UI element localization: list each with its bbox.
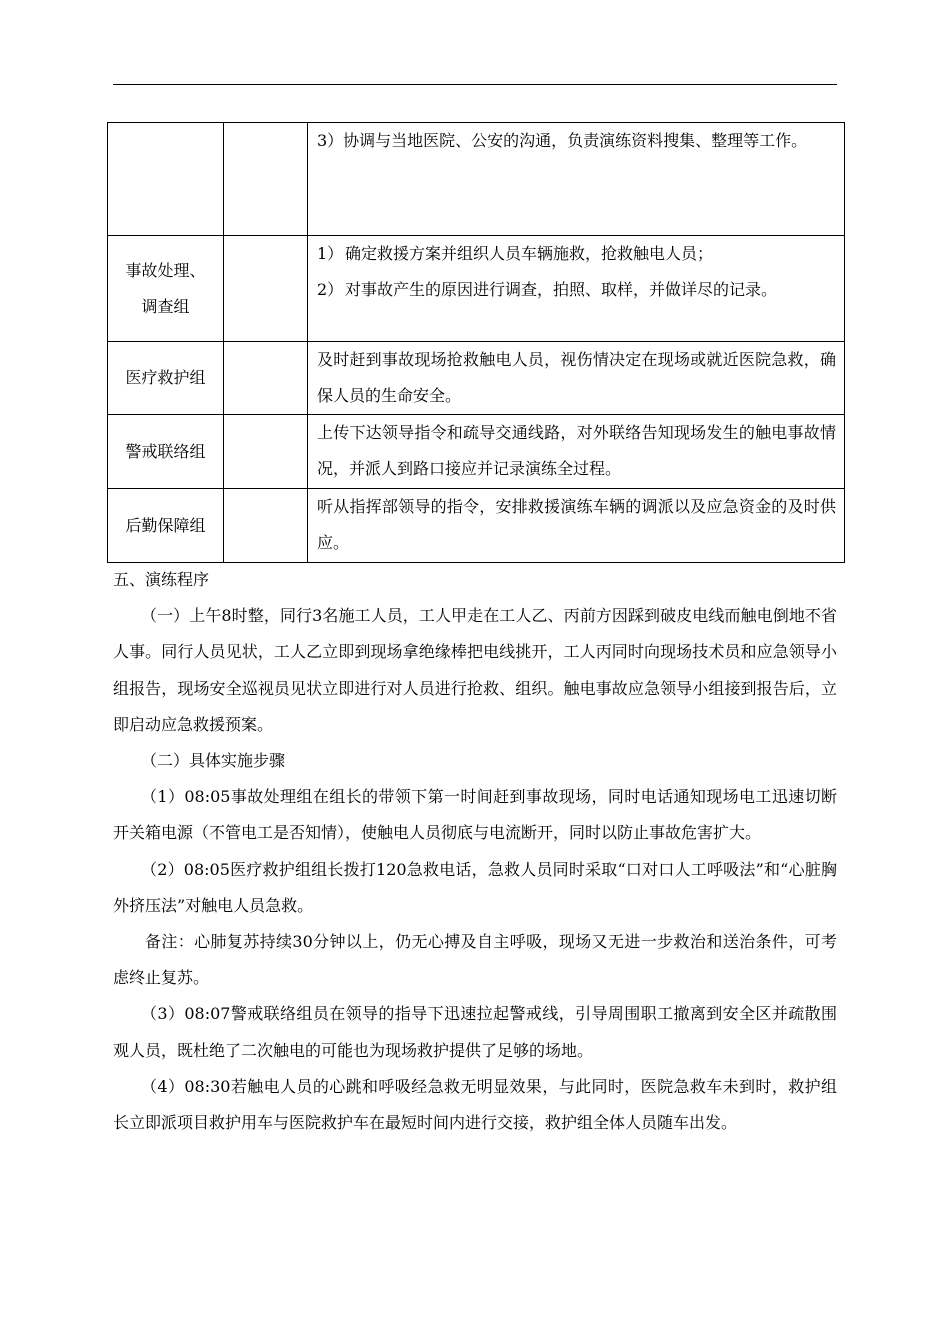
- paragraph: （二）具体实施步骤: [141, 751, 286, 771]
- table-row: [108, 123, 845, 236]
- paragraph: （2）08:05医疗救护组组长拨打120急救电话，急救人员同时采取“口对口人工呼吸法”和“心脏胸外挤压法”对触电人员急救。: [113, 859, 837, 915]
- group-name: 警戒联络组: [125, 441, 206, 461]
- paragraph: （4）08:30若触电人员的心跳和呼吸经急救无明显效果，与此同时，医院急救车未到时，救护组长立即派项目救护用车与医院救护车在最短时间内进行交接，救护组全体人员随车出发。: [113, 1076, 837, 1133]
- header-rule: [113, 84, 837, 85]
- blank-cell: [224, 123, 308, 236]
- group-name-line: 调查组: [141, 296, 190, 316]
- duty-item: [317, 236, 836, 272]
- duty-cell: [308, 236, 845, 342]
- duty-item-number: 2）: [317, 280, 344, 299]
- duty-cell: [308, 415, 845, 489]
- drill-roles-table: [107, 122, 845, 563]
- duty-text: 上传下达领导指令和疏导交通线路，对外联络告知现场发生的触电事故情况，并派人到路口接应并记录演练全过程。: [317, 423, 836, 478]
- group-cell: [108, 236, 224, 342]
- duty-item-text: 对事故产生的原因进行调查，拍照、取样，并做详尽的记录。: [345, 280, 778, 299]
- duty-cell: [308, 342, 845, 415]
- paragraph: （3）08:07警戒联络组员在领导的指导下迅速拉起警戒线，引导周围职工撤离到安全区并疏散围观人员，既杜绝了二次触电的可能也为现场救护提供了足够的场地。: [113, 1004, 837, 1060]
- duty-cell: [308, 123, 845, 236]
- group-name: 医疗救护组: [125, 368, 206, 387]
- group-cell: [108, 489, 224, 563]
- group-cell: [108, 415, 224, 489]
- section-heading: 五、演练程序: [113, 570, 210, 589]
- group-cell: [108, 123, 224, 236]
- blank-cell: [224, 342, 308, 415]
- duty-cell: [308, 489, 845, 563]
- duty-item-text: 确定救援方案并组织人员车辆施救，抢救触电人员；: [345, 244, 714, 263]
- note-paragraph: 备注：心肺复苏持续30分钟以上，仍无心搏及自主呼吸，现场又无进一步救治和送治条件，可考虑终止复苏。: [113, 932, 837, 988]
- duty-text: 3）协调与当地医院、公安的沟通，负责演练资料搜集、整理等工作。: [317, 131, 808, 150]
- table-row: [108, 342, 845, 415]
- duty-item: [317, 272, 836, 308]
- paragraph: （1）08:05事故处理组在组长的带领下第一时间赶到事故现场，同时电话通知现场电工迅速切断开关箱电源（不管电工是否知情），使触电人员彻底与电流断开，同时以防止事故危害扩大。: [113, 787, 837, 843]
- blank-cell: [224, 489, 308, 563]
- table-row: [108, 236, 845, 342]
- paragraph: （一）上午8时整，同行3名施工人员，工人甲走在工人乙、丙前方因踩到破皮电线而触电倒地不省人事。同行人员见状，工人乙立即到现场拿绝缘棒把电线挑开，工人丙同时向现场技术员和应急领导小组报告，现场安全巡视员见状立即进行对人员进行抢救、组织。触电事故应急领导小组接到报告后，立即启动应急救援预案。: [113, 606, 837, 734]
- blank-cell: [224, 236, 308, 342]
- duty-text: 及时赶到事故现场抢救触电人员，视伤情决定在现场或就近医院急救，确保人员的生命安全。: [317, 350, 836, 405]
- table-row: [108, 415, 845, 489]
- drill-procedure-section: [113, 562, 837, 1141]
- duty-text: 听从指挥部领导的指令，安排救援演练车辆的调派以及应急资金的及时供应。: [317, 497, 836, 552]
- blank-cell: [224, 415, 308, 489]
- group-name-line: 事故处理、: [125, 260, 206, 280]
- duty-item-number: 1）: [317, 244, 344, 263]
- group-name: 后勤保障组: [125, 515, 206, 535]
- group-cell: [108, 342, 224, 415]
- table-row: [108, 489, 845, 563]
